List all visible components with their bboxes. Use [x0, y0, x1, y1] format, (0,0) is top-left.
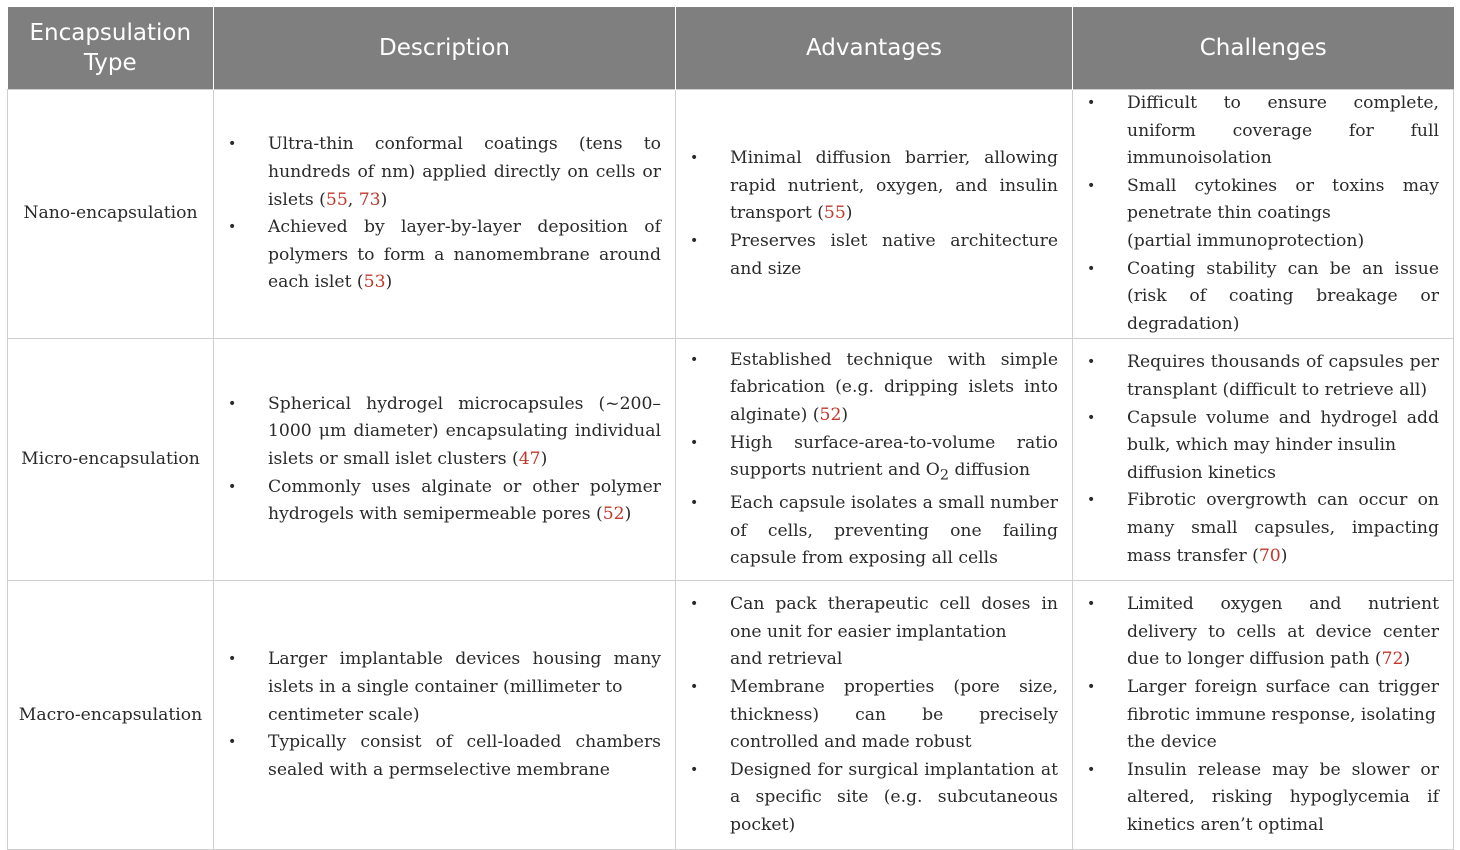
- description-list-item: • Typically consist of cell-loaded chambers sealed with a permselective membrane: [214, 729, 675, 784]
- challenges-list-item: • Difficult to ensure complete, uniform coverage for full immunoisolation: [1073, 90, 1453, 173]
- cell-challenges: [1073, 90, 1454, 339]
- bullet-icon: •: [1087, 492, 1096, 509]
- challenges-list: [1073, 349, 1453, 570]
- challenges-list-item: • Capsule volume and hydrogel add bulk, which may hinder insulin diffusion kinetics: [1073, 405, 1453, 488]
- reference-link[interactable]: 52: [602, 504, 625, 525]
- table-body: [8, 90, 1454, 850]
- cell-encapsulation-type: Nano-encapsulation: [8, 90, 214, 339]
- encapsulation-table: [7, 7, 1454, 850]
- challenges-list-item: • Small cytokines or toxins may penetrate thin coatings (partial immunoprotection): [1073, 173, 1453, 256]
- cell-challenges: [1073, 581, 1454, 850]
- cell-description: [214, 90, 676, 339]
- challenges-list-item: • Coating stability can be an issue (risk of coating breakage or degradation): [1073, 256, 1453, 339]
- advantages-list-item: • Can pack therapeutic cell doses in one unit for easier implantation and retrieval: [676, 591, 1072, 674]
- table-row: [8, 90, 1454, 339]
- challenges-list: [1073, 90, 1453, 338]
- table-row: [8, 581, 1454, 850]
- cell-description: [214, 581, 676, 850]
- challenges-list-item: • Larger foreign surface can trigger fibrotic immune response, isolating the device: [1073, 674, 1453, 757]
- bullet-icon: •: [690, 150, 699, 167]
- challenges-list-item: • Requires thousands of capsules per transplant (difficult to retrieve all): [1073, 349, 1453, 404]
- bullet-icon: •: [1087, 95, 1096, 111]
- bullet-icon: •: [690, 596, 699, 613]
- challenges-list: [1073, 591, 1453, 839]
- advantages-list-item: • Established technique with simple fabrication (e.g. dripping islets into alginate) (52): [676, 347, 1072, 430]
- reference-link[interactable]: 47: [518, 449, 541, 470]
- description-list: [214, 131, 675, 297]
- bullet-icon: •: [690, 434, 699, 451]
- bullet-icon: •: [690, 761, 699, 778]
- reference-link[interactable]: 70: [1258, 545, 1281, 566]
- bullet-icon: •: [1087, 260, 1096, 277]
- description-list-item: • Spherical hydrogel microcapsules (~200–1000 μm diameter) encapsulating individual islets or small islet clusters (47): [214, 391, 675, 474]
- header-description: Description: [214, 7, 676, 90]
- cell-encapsulation-type: Macro-encapsulation: [8, 581, 214, 850]
- bullet-icon: •: [690, 495, 699, 512]
- reference-link[interactable]: 55: [325, 189, 348, 210]
- challenges-list-item: • Insulin release may be slower or altered, risking hypoglycemia if kinetics aren’t optimal: [1073, 757, 1453, 840]
- table-row: [8, 339, 1454, 581]
- bullet-icon: •: [1087, 177, 1096, 194]
- challenges-list-item: • Fibrotic overgrowth can occur on many small capsules, impacting mass transfer (70): [1073, 487, 1453, 570]
- bullet-icon: •: [1087, 761, 1096, 778]
- advantages-list-item: • Membrane properties (pore size, thickness) can be precisely controlled and made robust: [676, 674, 1072, 757]
- cell-encapsulation-type: Micro-encapsulation: [8, 339, 214, 581]
- reference-link[interactable]: 72: [1381, 649, 1404, 670]
- subscript: 2: [939, 467, 950, 484]
- header-row: [8, 7, 1454, 90]
- cell-advantages: [676, 339, 1073, 581]
- bullet-icon: •: [1087, 409, 1096, 426]
- bullet-icon: •: [1087, 678, 1096, 695]
- challenges-list-item: • Limited oxygen and nutrient delivery to cells at device center due to longer diffusion path (72): [1073, 591, 1453, 674]
- advantages-list-item: • High surface-area-to-volume ratio supports nutrient and $O_2$ diffusion: [676, 430, 1072, 491]
- bullet-icon: •: [228, 395, 237, 412]
- bullet-icon: •: [228, 651, 237, 668]
- description-list: [214, 391, 675, 529]
- header-challenges: Challenges: [1073, 7, 1454, 90]
- description-list-item: • Achieved by layer-by-layer deposition of polymers to form a nanomembrane around each islet (53): [214, 214, 675, 297]
- advantages-list-item: • Minimal diffusion barrier, allowing rapid nutrient, oxygen, and insulin transport (55): [676, 145, 1072, 228]
- advantages-list-item: • Each capsule isolates a small number of cells, preventing one failing capsule from exposing all cells: [676, 490, 1072, 573]
- bullet-icon: •: [1087, 354, 1096, 371]
- bullet-icon: •: [1087, 596, 1096, 613]
- cell-description: [214, 339, 676, 581]
- cell-advantages: [676, 90, 1073, 339]
- description-list: [214, 646, 675, 784]
- advantages-list-item: • Preserves islet native architecture and size: [676, 228, 1072, 283]
- bullet-icon: •: [690, 678, 699, 695]
- cell-advantages: [676, 581, 1073, 850]
- bullet-icon: •: [228, 478, 237, 495]
- reference-link[interactable]: 73: [358, 189, 381, 210]
- bullet-icon: •: [690, 232, 699, 249]
- bullet-icon: •: [690, 351, 699, 368]
- reference-link[interactable]: 52: [819, 404, 842, 425]
- bullet-icon: •: [228, 219, 237, 236]
- reference-link[interactable]: 55: [823, 203, 846, 224]
- advantages-list: [676, 145, 1072, 283]
- cell-challenges: [1073, 339, 1454, 581]
- advantages-list: [676, 591, 1072, 839]
- header-encapsulation-type: Encapsulation Type: [8, 7, 214, 90]
- header-advantages: Advantages: [676, 7, 1073, 90]
- bullet-icon: •: [228, 136, 237, 153]
- advantages-list-item: • Designed for surgical implantation at a specific site (e.g. subcutaneous pocket): [676, 757, 1072, 840]
- reference-link[interactable]: 53: [363, 272, 386, 293]
- bullet-icon: •: [228, 734, 237, 751]
- advantages-list: [676, 347, 1072, 573]
- description-list-item: • Ultra-thin conformal coatings (tens to hundreds of nm) applied directly on cells or islets (55, 73): [214, 131, 675, 214]
- description-list-item: • Larger implantable devices housing many islets in a single container (millimeter to centimeter scale): [214, 646, 675, 729]
- description-list-item: • Commonly uses alginate or other polymer hydrogels with semipermeable pores (52): [214, 474, 675, 529]
